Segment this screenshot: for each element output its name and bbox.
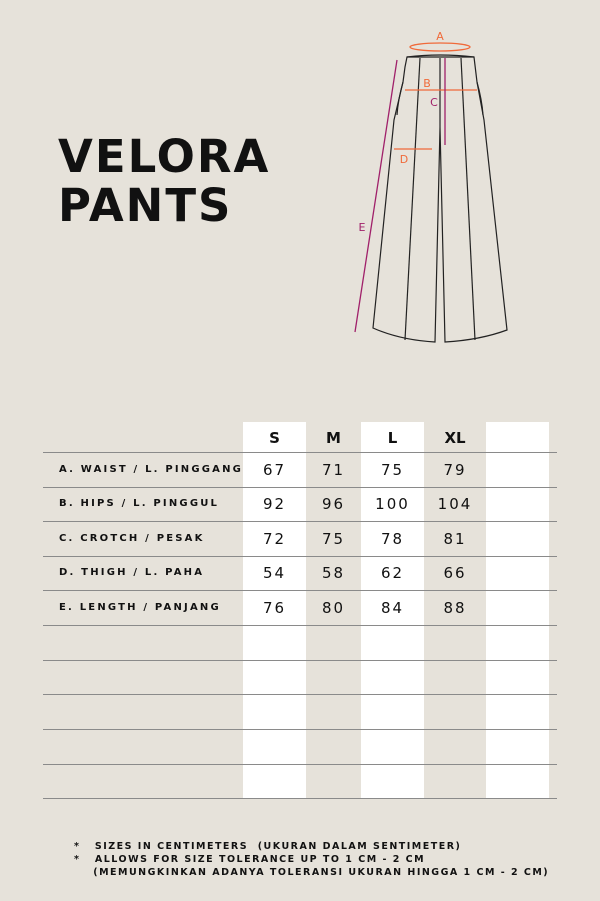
note-1: * SIZES IN CENTIMETERS (UKURAN DALAM SENTIMETER) xyxy=(74,841,462,852)
measurement-value-s: 92 xyxy=(262,495,287,513)
measurement-value-s: 76 xyxy=(262,599,287,617)
table-row xyxy=(43,556,557,590)
size-header-xl: XL xyxy=(444,429,466,447)
measurement-label: C. CROTCH / PESAK xyxy=(59,533,205,544)
note-2: * ALLOWS FOR SIZE TOLERANCE UP TO 1 CM - 2 CM xyxy=(74,854,426,865)
measurement-value-m: 75 xyxy=(321,530,346,548)
measurement-value-m: 96 xyxy=(321,495,346,513)
measurement-value-xl: 66 xyxy=(443,564,467,582)
size-header-l: L xyxy=(387,429,398,447)
measurement-value-xl: 104 xyxy=(437,495,473,513)
measurement-value-m: 58 xyxy=(321,564,346,582)
label-c: C xyxy=(430,96,438,109)
measurement-value-m: 71 xyxy=(321,461,346,479)
measurement-label: E. LENGTH / PANJANG xyxy=(59,602,221,613)
measurement-value-s: 67 xyxy=(262,461,287,479)
measurement-label: D. THIGH / L. PAHA xyxy=(59,567,205,578)
label-d: D xyxy=(399,153,409,166)
measurement-value-l: 75 xyxy=(380,461,405,479)
product-title xyxy=(58,132,270,230)
table-row xyxy=(43,487,557,521)
divider xyxy=(43,729,557,730)
divider xyxy=(43,798,557,799)
measurement-value-l: 78 xyxy=(380,530,405,548)
divider xyxy=(43,660,557,661)
measurement-value-xl: 81 xyxy=(443,530,467,548)
divider xyxy=(43,625,557,626)
divider xyxy=(43,694,557,695)
title-line-1: VELORA xyxy=(58,130,271,183)
label-a: A xyxy=(436,30,444,43)
measurement-value-l: 84 xyxy=(380,599,405,617)
measurement-value-l: 100 xyxy=(375,495,410,513)
table-row xyxy=(43,453,557,487)
label-e: E xyxy=(358,221,366,234)
measurement-value-s: 54 xyxy=(262,564,287,582)
measurement-value-m: 80 xyxy=(321,599,346,617)
measurement-value-xl: 88 xyxy=(443,599,467,617)
measurement-value-s: 72 xyxy=(262,530,287,548)
footnotes xyxy=(74,840,549,879)
note-3: (MEMUNGKINKAN ADANYA TOLERANSI UKURAN HINGGA 1 CM - 2 CM) xyxy=(74,867,550,878)
measurement-value-l: 62 xyxy=(380,564,405,582)
pants-measurement-diagram xyxy=(340,20,540,350)
divider xyxy=(43,764,557,765)
size-header-s: S xyxy=(269,429,280,447)
table-row xyxy=(43,522,557,556)
size-header-m: M xyxy=(326,429,341,447)
measurement-label: A. WAIST / L. PINGGANG xyxy=(59,464,244,475)
measurement-label: B. HIPS / L. PINGGUL xyxy=(59,498,220,509)
table-row xyxy=(43,591,557,625)
label-b: B xyxy=(423,77,431,90)
measurement-value-xl: 79 xyxy=(443,461,467,479)
title-line-2: PANTS xyxy=(58,179,233,232)
